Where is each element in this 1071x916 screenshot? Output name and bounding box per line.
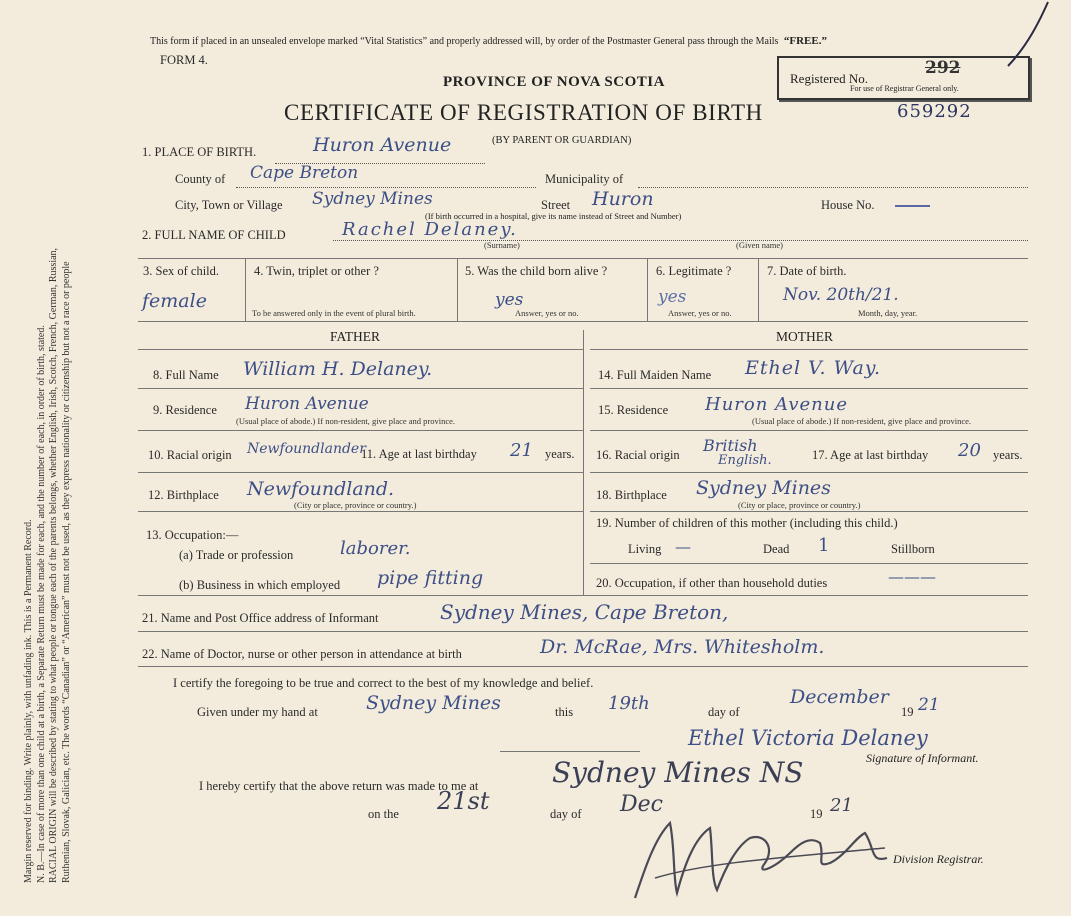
mother-name-value: Ethel V. Way. [745, 357, 882, 379]
father-residence-value: Huron Avenue [245, 394, 369, 414]
father-trade-value: laborer. [340, 538, 411, 559]
mother-rule-3 [590, 472, 1028, 473]
mail-notice [150, 35, 827, 47]
margin-line-3: RACIAL ORIGIN will be described by stating to what people or tongue each of the parents belongs, whether English, Irish, Scotch, French, German, Russian, [48, 247, 59, 883]
mother-heading: MOTHER [776, 329, 833, 344]
mother-name-label: 14. Full Maiden Name [598, 368, 712, 382]
given-under-hand-label: Given under my hand at [197, 705, 318, 719]
box-divider-2 [457, 258, 458, 321]
mother-age-label: 17. Age at last birthday [812, 448, 929, 462]
county-line [236, 187, 536, 188]
mother-rule-5 [590, 563, 1028, 564]
informant-rule [138, 631, 1028, 632]
father-birthplace-note: (City or place, province or country.) [294, 500, 417, 510]
street-label: Street [541, 198, 571, 212]
legitimate-label: 6. Legitimate ? [656, 264, 732, 278]
blank-signature-rule [500, 751, 640, 752]
father-racial-label: 10. Racial origin [148, 448, 232, 462]
informant-signature-label: Signature of Informant. [866, 751, 979, 765]
given-place-value: Sydney Mines [366, 692, 501, 714]
registrar-signature [625, 808, 905, 908]
father-rule-0 [138, 349, 583, 350]
mother-residence-value: Huron Avenue [705, 394, 848, 415]
mother-rule-2 [590, 430, 1028, 431]
return-place-value: Sydney Mines NS [552, 756, 804, 789]
dead-label: Dead [763, 542, 790, 556]
living-label: Living [628, 542, 662, 556]
informant-signature: Ethel Victoria Delaney [688, 726, 928, 750]
informant-value: Sydney Mines, Cape Breton, [440, 600, 729, 624]
mother-rule-0 [590, 349, 1028, 350]
alive-note: Answer, yes or no. [515, 308, 579, 318]
legitimate-value: yes [658, 287, 687, 307]
box-divider-3 [647, 258, 648, 321]
place-of-birth-value: Huron Avenue [313, 134, 452, 156]
street-value: Huron [592, 188, 654, 210]
doctor-rule [138, 666, 1028, 667]
father-occupation-label: 13. Occupation:— [146, 528, 239, 542]
informant-label: 21. Name and Post Office address of Informant [142, 611, 379, 625]
father-years-label: years. [545, 447, 575, 461]
mail-notice-text: This form if placed in an unsealed envelope marked “Vital Statistics” and properly addressed will, by order of the Postmaster General pass through the Mails [150, 36, 779, 47]
father-age-label: 11. Age at last birthday [361, 447, 477, 461]
father-business-value: pipe fitting [377, 567, 484, 589]
mother-racial-label: 16. Racial origin [596, 448, 680, 462]
father-racial-value: Newfoundlander [247, 441, 366, 457]
municipality-line [638, 187, 1028, 188]
father-rule-4 [138, 511, 583, 512]
father-mother-divider [583, 330, 584, 595]
certify-statement: I certify the foregoing to be true and correct to the best of my knowledge and belief. [173, 676, 594, 690]
certificate-title: CERTIFICATE OF REGISTRATION OF BIRTH [284, 100, 763, 125]
twin-note: To be answered only in the event of plural birth. [252, 308, 416, 318]
mail-notice-free: “FREE.” [783, 35, 827, 47]
sex-value: female [142, 290, 207, 312]
county-label: County of [175, 172, 226, 186]
province-title: PROVINCE OF NOVA SCOTIA [443, 74, 665, 90]
registrar-note: For use of Registrar General only. [850, 84, 959, 93]
mother-birthplace-label: 18. Birthplace [596, 488, 667, 502]
municipality-label: Municipality of [545, 172, 624, 186]
sex-label: 3. Sex of child. [143, 264, 220, 278]
doctor-value: Dr. McRae, Mrs. Whitesholm. [540, 636, 825, 658]
margin-line-2: N. B.—In case of more than one child at a birth, a Separate Return must be made for each, and the number of each, in order of birth, stated. [35, 325, 47, 883]
father-age-value: 21 [510, 440, 533, 461]
date-of-birth-value: Nov. 20th/21. [783, 285, 899, 305]
return-made-label: I hereby certify that the above return was made to me at [199, 779, 479, 793]
form-number: FORM 4. [160, 53, 208, 67]
alive-value: yes [495, 290, 524, 310]
given-name-note: (Given name) [736, 240, 783, 250]
father-birthplace-label: 12. Birthplace [148, 488, 219, 502]
alive-label: 5. Was the child born alive ? [465, 264, 608, 278]
given-year-prefix: 19 [901, 705, 914, 719]
house-number-dash [895, 205, 930, 207]
given-year-value: 21 [918, 695, 940, 715]
mother-years-label: years. [993, 448, 1023, 462]
mother-rule-1 [590, 388, 1028, 389]
box-divider-1 [245, 258, 246, 321]
pen-stroke-mark [1000, 0, 1060, 70]
row-rule-top [138, 258, 1028, 259]
margin-line-1: Margin reserved for binding. Write plainly, with unfading ink. This is a Permanent Record. [23, 519, 34, 883]
house-number-label: House No. [821, 198, 875, 212]
mother-occupation-label: 20. Occupation, if other than household duties [596, 576, 828, 590]
certificate-number: 659292 [897, 101, 972, 122]
doctor-label: 22. Name of Doctor, nurse or other person in attendance at birth [142, 647, 462, 661]
father-residence-label: 9. Residence [153, 403, 217, 417]
place-of-birth-label: 1. PLACE OF BIRTH. [142, 145, 257, 159]
father-birthplace-value: Newfoundland. [247, 478, 395, 500]
father-name-value: William H. Delaney. [243, 358, 433, 380]
given-day-of-label: day of [708, 705, 740, 719]
return-day-of-label: day of [550, 807, 582, 821]
by-parent-note: (BY PARENT OR GUARDIAN) [492, 135, 632, 146]
twin-label: 4. Twin, triplet or other ? [254, 264, 379, 278]
section-rule-parents [138, 595, 1028, 596]
dead-value: 1 [818, 535, 830, 556]
date-of-birth-note: Month, day, year. [858, 308, 918, 318]
father-rule-1 [138, 388, 583, 389]
given-day-value: 19th [608, 693, 650, 714]
surname-note: (Surname) [484, 240, 520, 250]
legitimate-note: Answer, yes or no. [668, 308, 732, 318]
father-residence-note: (Usual place of abode.) If non-resident, give place and province. [236, 416, 456, 426]
father-heading: FATHER [330, 329, 381, 344]
child-name-value: Rachel Delaney. [342, 219, 518, 240]
box-divider-4 [758, 258, 759, 321]
child-name-line [333, 240, 1028, 241]
county-value: Cape Breton [250, 163, 359, 183]
date-of-birth-label: 7. Date of birth. [767, 264, 847, 278]
return-day-value: 21st [437, 787, 490, 815]
division-registrar-label: Division Registrar. [893, 852, 984, 866]
mother-residence-note: (Usual place of abode.) If non-resident, give place and province. [752, 416, 972, 426]
return-year-prefix: 19 [810, 807, 823, 821]
given-month-value: December [790, 686, 889, 708]
mother-racial-value: British [703, 436, 758, 455]
father-rule-2 [138, 430, 583, 431]
this-label: this [555, 705, 574, 719]
mother-age-value: 20 [958, 440, 981, 461]
row-rule-bottom [138, 321, 1028, 322]
father-trade-label: (a) Trade or profession [179, 548, 294, 562]
hospital-note: (If birth occurred in a hospital, give its name instead of Street and Number) [425, 211, 682, 221]
mother-racial-value-2: English. [718, 453, 772, 468]
father-rule-3 [138, 472, 583, 473]
registered-number: 292 [925, 58, 961, 78]
mother-birthplace-value: Sydney Mines [696, 477, 831, 499]
living-value: — [675, 537, 691, 556]
mother-residence-label: 15. Residence [598, 403, 669, 417]
margin-line-4: Ruthenian, Slovak, Galician, etc. The words “Canadian” or “American” must not be used, as they express nationality or citizenship but not a race or people [60, 261, 72, 883]
city-value: Sydney Mines [312, 189, 433, 209]
father-name-label: 8. Full Name [153, 368, 219, 382]
child-name-label: 2. FULL NAME OF CHILD [142, 228, 286, 242]
mother-children-label: 19. Number of children of this mother (including this child.) [596, 516, 898, 530]
return-month-value: Dec [620, 792, 663, 817]
registered-label: Registered No. [790, 71, 868, 86]
mother-birthplace-note: (City or place, province or country.) [738, 500, 861, 510]
father-business-label: (b) Business in which employed [179, 578, 341, 592]
margin-instructions [23, 3, 73, 883]
on-the-label: on the [368, 807, 399, 821]
city-label: City, Town or Village [175, 198, 283, 212]
stillborn-label: Stillborn [891, 542, 935, 556]
return-year-value: 21 [830, 795, 853, 816]
mother-occupation-value: ——— [888, 567, 936, 586]
mother-rule-4 [590, 511, 1028, 512]
